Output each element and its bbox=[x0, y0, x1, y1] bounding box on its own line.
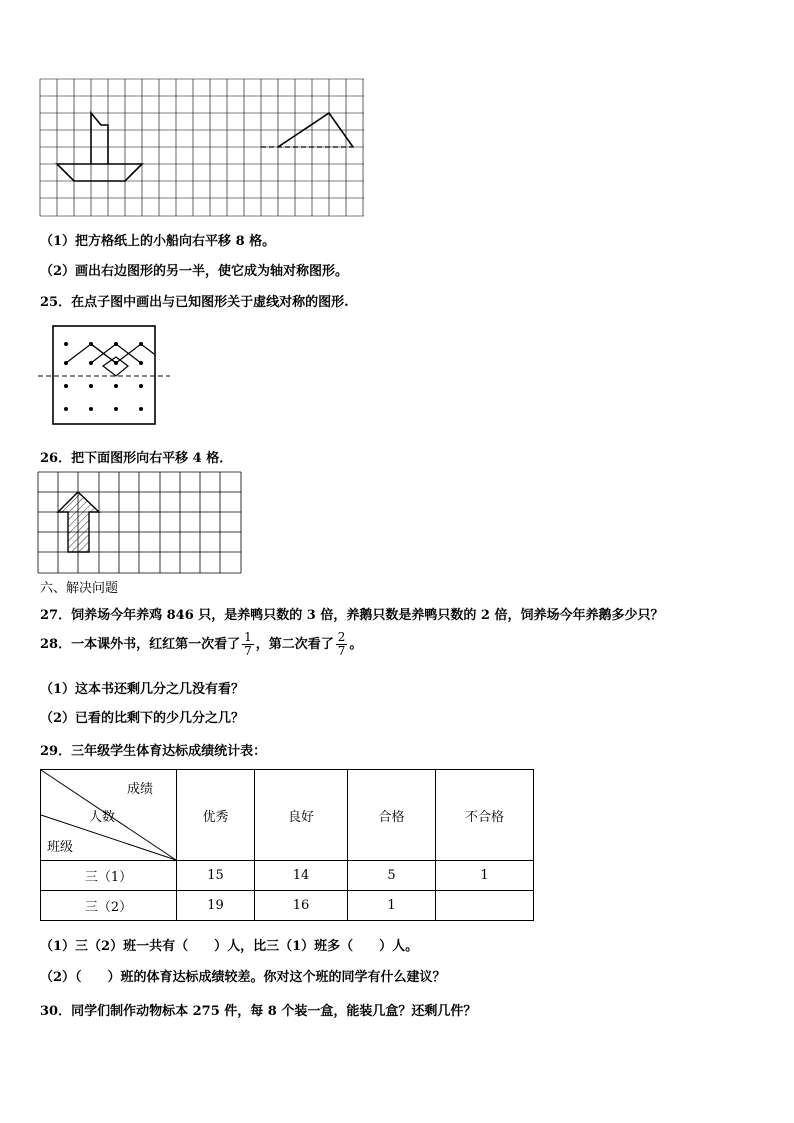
header-pass: 合格 bbox=[348, 770, 436, 861]
cell-value: 5 bbox=[348, 861, 436, 891]
grid-boat-figure bbox=[40, 79, 364, 219]
given-shape bbox=[66, 344, 154, 376]
corner-mid-label: 人数 bbox=[89, 810, 116, 825]
class-label: 三（2） bbox=[41, 891, 177, 921]
q28-line bbox=[40, 630, 362, 660]
q24-sub1: （1）把方格纸上的小船向右平移 8 格。 bbox=[40, 234, 276, 249]
q27-text: 27．饲养场今年养鸡 846 只，是养鸭只数的 3 倍，养鹅只数是养鸭只数的 2 倍，饲养场今年养鹅多少只？ bbox=[40, 608, 664, 623]
frac2-num: 2 bbox=[337, 630, 346, 644]
class-label: 三（1） bbox=[41, 861, 177, 891]
dot-grid-figure bbox=[38, 326, 170, 426]
cell-value: 14 bbox=[255, 861, 348, 891]
cell-value: 16 bbox=[255, 891, 348, 921]
diagonal-header-cell bbox=[41, 770, 177, 861]
table-row bbox=[41, 861, 534, 891]
fraction-1-7 bbox=[242, 631, 254, 658]
frac1-num: 1 bbox=[244, 630, 252, 644]
q29-sub2: （2）（ ）班的体育达标成绩较差。你对这个班的同学有什么建议？ bbox=[40, 970, 446, 985]
q25-text: 25．在点子图中画出与已知图形关于虚线对称的图形. bbox=[40, 295, 349, 310]
table-header-row bbox=[41, 770, 534, 861]
header-fail: 不合格 bbox=[436, 770, 534, 861]
q28-suffix: 。 bbox=[349, 637, 363, 652]
q26-text: 26．把下面图形向右平移 4 格． bbox=[40, 451, 233, 466]
table-row bbox=[41, 891, 534, 921]
cell-value bbox=[436, 891, 534, 921]
q29-text: 29．三年级学生体育达标成绩统计表： bbox=[40, 744, 267, 759]
stats-table bbox=[40, 769, 534, 921]
q28-middle: ，第二次看了 bbox=[255, 637, 334, 652]
q28-sub1: （1）这本书还剩几分之几没有看？ bbox=[40, 682, 245, 697]
cell-value: 1 bbox=[436, 861, 534, 891]
q28-sub2: （2）已看的比剩下的少几分之几？ bbox=[40, 711, 245, 726]
q24-sub2: （2）画出右边图形的另一半，使它成为轴对称图形。 bbox=[40, 264, 349, 279]
arrow-shape bbox=[58, 492, 99, 552]
corner-bottom-label: 班级 bbox=[47, 840, 74, 855]
frac2-den: 7 bbox=[337, 644, 346, 658]
frac1-den: 7 bbox=[244, 644, 252, 658]
q29-sub1: （1）三（2）班一共有（ ）人，比三（1）班多（ ）人。 bbox=[40, 939, 419, 954]
q28-prefix: 28．一本课外书，红红第一次看了 bbox=[40, 637, 241, 652]
fraction-2-7 bbox=[336, 631, 348, 658]
section6-title: 六、解决问题 bbox=[40, 581, 119, 596]
header-excellent: 优秀 bbox=[177, 770, 255, 861]
grid-arrow-figure bbox=[38, 472, 242, 574]
q30-text: 30．同学们制作动物标本 275 件，每 8 个装一盒，能装几盒？还剩几件？ bbox=[40, 1004, 477, 1019]
cell-value: 1 bbox=[348, 891, 436, 921]
corner-top-label: 成绩 bbox=[127, 782, 154, 797]
cell-value: 15 bbox=[177, 861, 255, 891]
header-good: 良好 bbox=[255, 770, 348, 861]
cell-value: 19 bbox=[177, 891, 255, 921]
